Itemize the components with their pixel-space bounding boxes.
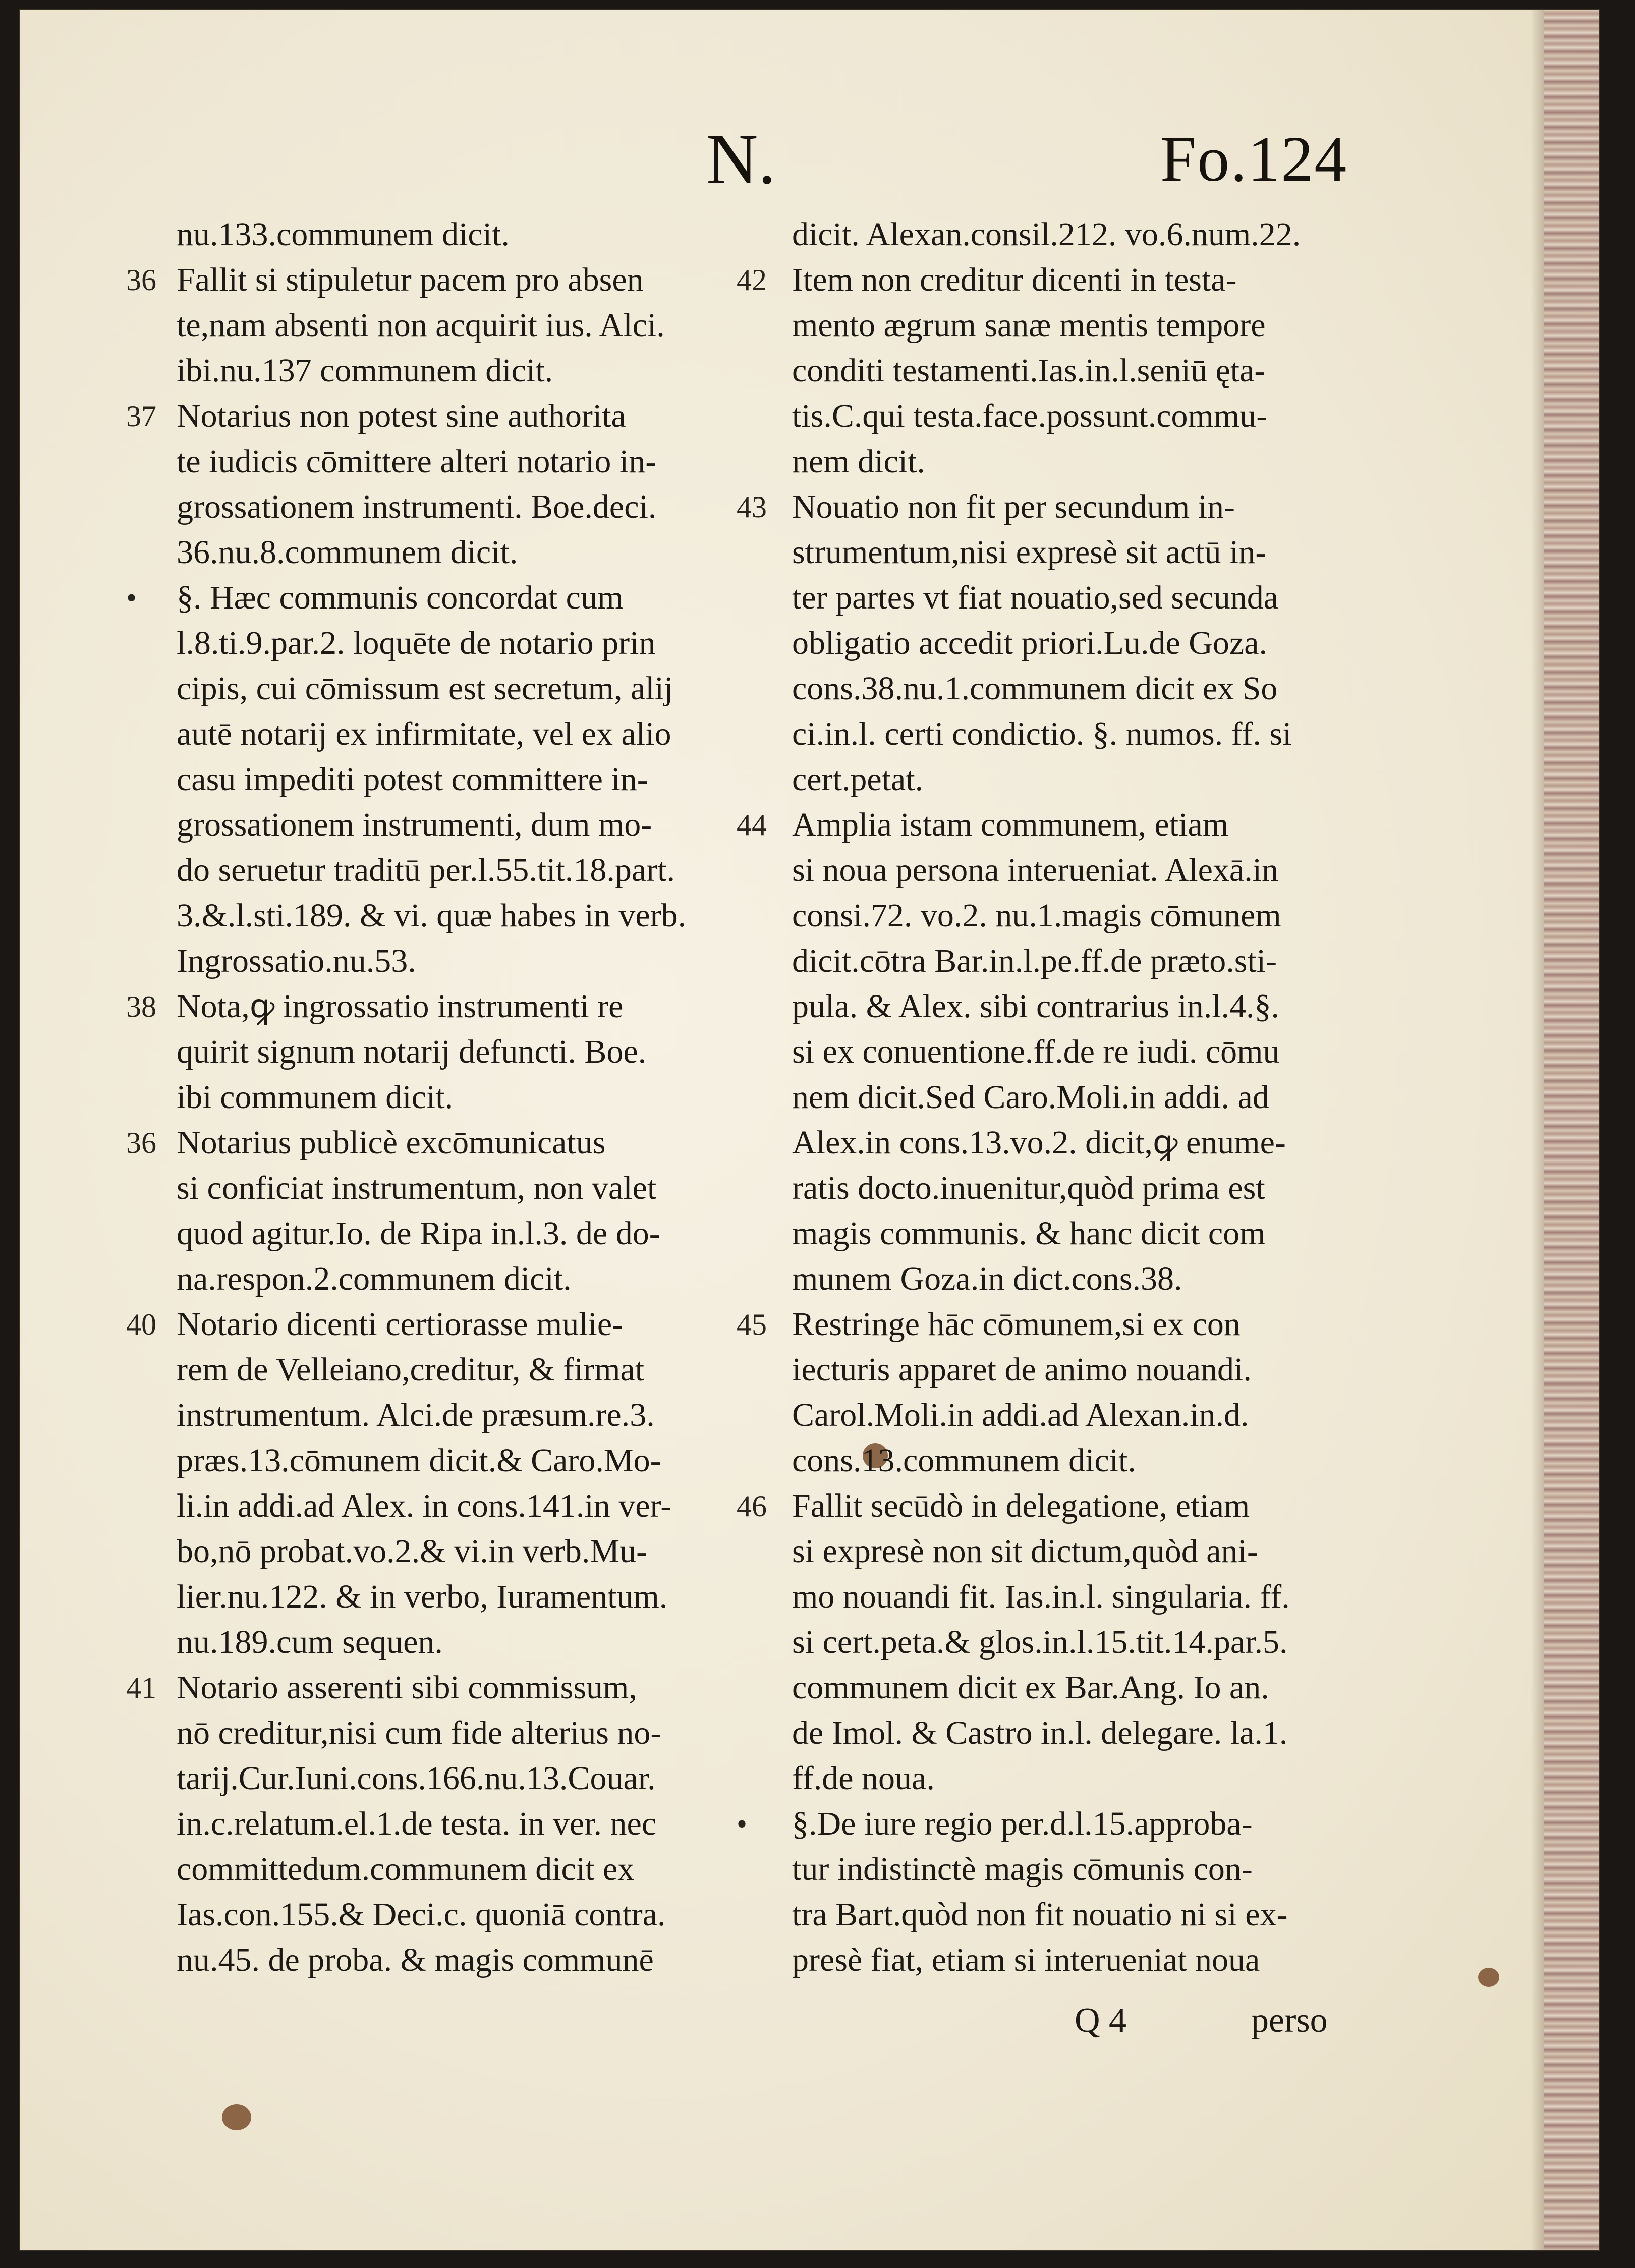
text-line <box>177 1029 757 1075</box>
text-line <box>177 757 757 802</box>
line-text: instrumentum. Alci.de præsum.re.3. <box>177 1397 655 1433</box>
line-text: pula. & Alex. sibi contrarius in.l.4.§. <box>792 988 1280 1025</box>
line-text: l.8.ti.9.par.2. loquēte de notario prin <box>177 625 656 661</box>
text-line <box>126 1302 757 1347</box>
line-text: grossationem instrumenti. Boe.deci. <box>177 488 657 525</box>
line-text: dicit.cōtra Bar.in.l.pe.ff.de præto.sti- <box>792 943 1277 979</box>
text-line <box>177 1620 757 1665</box>
page-footer <box>20 1998 1599 2043</box>
line-text: cons.38.nu.1.communem dicit ex So <box>792 670 1278 707</box>
text-line <box>792 1710 1372 1756</box>
page-header <box>20 119 1599 199</box>
line-text: præs.13.cōmunem dicit.& Caro.Mo- <box>177 1442 661 1479</box>
text-line <box>792 575 1372 621</box>
line-text: 3.&.l.sti.189. & vi. quæ habes in verb. <box>177 897 687 934</box>
paragraph-number: 37 <box>126 400 156 433</box>
line-text: grossationem instrumenti, dum mo- <box>177 806 652 843</box>
paragraph-number: 36 <box>126 263 156 297</box>
line-text: committedum.communem dicit ex <box>177 1851 635 1888</box>
line-text: magis communis. & hanc dicit com <box>792 1215 1266 1252</box>
line-text: nem dicit. <box>792 443 925 480</box>
line-text: na.respon.2.communem dicit. <box>177 1260 572 1297</box>
paragraph-number: • <box>126 581 137 615</box>
paragraph-number: 40 <box>126 1308 156 1341</box>
text-line <box>177 1483 757 1529</box>
right-column <box>737 212 1372 1983</box>
text-line <box>792 1166 1372 1211</box>
line-text: Nota,ꝙ ingrossatio instrumenti re <box>177 988 624 1025</box>
line-text: nem dicit.Sed Caro.Moli.in addi. ad <box>792 1079 1269 1116</box>
line-text: ibi.nu.137 communem dicit. <box>177 352 553 389</box>
text-line <box>177 212 757 257</box>
text-line <box>177 1347 757 1393</box>
line-text: 36.nu.8.communem dicit. <box>177 534 518 571</box>
line-text: mo nouandi fit. Ias.in.l. singularia. ff. <box>792 1578 1290 1615</box>
text-line <box>792 212 1372 257</box>
text-line <box>126 575 757 621</box>
text-line <box>792 984 1372 1029</box>
paragraph-number: 46 <box>737 1489 767 1523</box>
line-text: do seruetur traditū per.l.55.tit.18.part. <box>177 852 675 889</box>
line-text: si cert.peta.& glos.in.l.15.tit.14.par.5. <box>792 1624 1288 1661</box>
paragraph-number: 41 <box>126 1671 156 1704</box>
line-text: quod agitur.Io. de Ripa in.l.3. de do- <box>177 1215 660 1252</box>
text-line <box>177 1710 757 1756</box>
text-line <box>792 1256 1372 1302</box>
text-line <box>177 1438 757 1483</box>
text-line <box>792 1393 1372 1438</box>
paragraph-number: 45 <box>737 1308 767 1341</box>
line-text: si expresè non sit dictum,quòd ani- <box>792 1533 1258 1570</box>
page-edge-shadow <box>1531 10 1544 2250</box>
line-text: munem Goza.in dict.cons.38. <box>792 1260 1182 1297</box>
line-text: si noua persona interueniat. Alexā.in <box>792 852 1279 889</box>
line-text: presè fiat, etiam si interueniat noua <box>792 1942 1260 1978</box>
line-text: strumentum,nisi expresè sit actū in- <box>792 534 1267 571</box>
line-text: de Imol. & Castro in.l. delegare. la.1. <box>792 1714 1288 1751</box>
text-line <box>792 1665 1372 1710</box>
line-text: §. Hæc communis concordat cum <box>177 579 624 616</box>
text-line <box>126 257 757 303</box>
signature-mark: Q 4 <box>1075 2001 1127 2040</box>
text-line <box>792 757 1372 802</box>
text-line <box>177 1075 757 1120</box>
text-line <box>792 1029 1372 1075</box>
line-text: tis.C.qui testa.face.possunt.commu- <box>792 398 1268 434</box>
text-line <box>126 1120 757 1166</box>
line-text: Fallit si stipuletur pacem pro absen <box>177 261 644 298</box>
text-line <box>177 1166 757 1211</box>
line-text: communem dicit ex Bar.Ang. Io an. <box>792 1669 1269 1706</box>
line-text: bo,nō probat.vo.2.& vi.in verb.Mu- <box>177 1533 648 1570</box>
text-line <box>126 1665 757 1710</box>
line-text: nu.45. de proba. & magis communē <box>177 1942 654 1978</box>
text-line <box>177 1529 757 1574</box>
text-line <box>792 1756 1372 1801</box>
text-line <box>737 802 1372 848</box>
text-line <box>792 439 1372 484</box>
text-line <box>177 1938 757 1983</box>
line-text: dicit. Alexan.consil.212. vo.6.num.22. <box>792 216 1301 253</box>
text-line <box>792 1075 1372 1120</box>
text-line <box>792 938 1372 984</box>
line-text: lier.nu.122. & in verbo, Iuramentum. <box>177 1578 668 1615</box>
line-text: nu.189.cum sequen. <box>177 1624 443 1661</box>
text-line <box>737 1801 1372 1847</box>
text-line <box>792 711 1372 757</box>
line-text: conditi testamenti.Ias.in.l.seniū ęta- <box>792 352 1266 389</box>
line-text: nu.133.communem dicit. <box>177 216 510 253</box>
text-line <box>792 621 1372 666</box>
paragraph-number: • <box>737 1807 748 1841</box>
ink-stain <box>222 2104 251 2130</box>
line-text: ter partes vt fiat nouatio,sed secunda <box>792 579 1278 616</box>
paragraph-number: 43 <box>737 490 767 524</box>
ink-stain <box>1478 1968 1499 1987</box>
line-text: Ias.con.155.& Deci.c. quoniā contra. <box>177 1896 666 1933</box>
text-line <box>177 1892 757 1938</box>
text-line <box>177 303 757 348</box>
line-text: cons.13.communem dicit. <box>792 1442 1136 1479</box>
text-line <box>177 1756 757 1801</box>
book-page <box>20 10 1599 2250</box>
text-line <box>177 348 757 394</box>
line-text: Nouatio non fit per secundum in- <box>792 488 1235 525</box>
line-text: Notarius non potest sine authorita <box>177 398 626 434</box>
text-line <box>792 1847 1372 1892</box>
text-line <box>177 1847 757 1892</box>
text-line <box>792 1120 1372 1166</box>
text-line <box>792 1438 1372 1483</box>
line-text: ratis docto.inuenitur,quòd prima est <box>792 1170 1265 1206</box>
line-text: ci.in.l. certi condictio. §. numos. ff. si <box>792 715 1292 752</box>
text-line <box>177 1574 757 1620</box>
text-line <box>126 394 757 439</box>
page-edge <box>1544 10 1599 2250</box>
line-text: Notario dicenti certiorasse mulie- <box>177 1306 624 1343</box>
line-text: Restringe hāc cōmunem,si ex con <box>792 1306 1241 1343</box>
line-text: mento ægrum sanæ mentis tempore <box>792 307 1266 344</box>
line-text: li.in addi.ad Alex. in cons.141.in ver- <box>177 1487 672 1524</box>
line-text: Carol.Moli.in addi.ad Alexan.in.d. <box>792 1397 1249 1433</box>
text-line <box>126 984 757 1029</box>
paragraph-number: 42 <box>737 263 767 297</box>
text-line <box>792 348 1372 394</box>
line-text: quirit signum notarij defuncti. Boe. <box>177 1033 647 1070</box>
line-text: Ingrossatio.nu.53. <box>177 943 416 979</box>
line-text: rem de Velleiano,creditur, & firmat <box>177 1351 645 1388</box>
text-line <box>177 666 757 711</box>
line-text: in.c.relatum.el.1.de testa. in ver. nec <box>177 1805 657 1842</box>
line-text: te iudicis cōmittere alteri notario in- <box>177 443 657 480</box>
text-line <box>177 938 757 984</box>
text-line <box>177 1256 757 1302</box>
text-line <box>177 1801 757 1847</box>
line-text: te,nam absenti non acquirit ius. Alci. <box>177 307 665 344</box>
text-line <box>177 621 757 666</box>
text-line <box>792 893 1372 938</box>
line-text: si conficiat instrumentum, non valet <box>177 1170 657 1206</box>
text-line <box>792 1347 1372 1393</box>
line-text: casu impediti potest committere in- <box>177 761 648 798</box>
text-line <box>792 1529 1372 1574</box>
line-text: ibi communem dicit. <box>177 1079 454 1116</box>
line-text: cert.petat. <box>792 761 924 798</box>
text-line <box>737 257 1372 303</box>
section-letter: N. <box>706 119 776 199</box>
line-text: Item non creditur dicenti in testa- <box>792 261 1237 298</box>
line-text: tarij.Cur.Iuni.cons.166.nu.13.Couar. <box>177 1760 656 1797</box>
text-line <box>177 802 757 848</box>
line-text: Alex.in cons.13.vo.2. dicit,ꝙ enume- <box>792 1124 1286 1161</box>
line-text: obligatio accedit priori.Lu.de Goza. <box>792 625 1267 661</box>
text-line <box>792 1620 1372 1665</box>
folio-number: Fo.124 <box>1160 123 1348 195</box>
text-line <box>177 1211 757 1256</box>
line-text: Notarius publicè excōmunicatus <box>177 1124 606 1161</box>
text-line <box>177 893 757 938</box>
line-text: autē notarij ex infirmitate, vel ex alio <box>177 715 671 752</box>
line-text: tra Bart.quòd non fit nouatio ni si ex- <box>792 1896 1288 1933</box>
text-line <box>792 1211 1372 1256</box>
line-text: cipis, cui cōmissum est secretum, alij <box>177 670 673 707</box>
text-line <box>177 484 757 530</box>
text-line <box>737 1483 1372 1529</box>
text-line <box>792 394 1372 439</box>
text-line <box>792 303 1372 348</box>
paragraph-number: 44 <box>737 808 767 842</box>
text-line <box>177 530 757 575</box>
text-line <box>792 1892 1372 1938</box>
line-text: Fallit secūdò in delegatione, etiam <box>792 1487 1250 1524</box>
paragraph-number: 38 <box>126 990 156 1023</box>
text-line <box>792 530 1372 575</box>
line-text: Notario asserenti sibi commissum, <box>177 1669 637 1706</box>
text-line <box>792 1938 1372 1983</box>
text-line <box>737 1302 1372 1347</box>
left-column <box>126 212 757 1983</box>
text-line <box>177 1393 757 1438</box>
text-line <box>737 484 1372 530</box>
text-line <box>792 848 1372 893</box>
paragraph-number: 36 <box>126 1126 156 1159</box>
text-line <box>792 1574 1372 1620</box>
text-line <box>177 711 757 757</box>
line-text: ff.de noua. <box>792 1760 935 1797</box>
text-line <box>177 439 757 484</box>
line-text: tur indistinctè magis cōmunis con- <box>792 1851 1253 1888</box>
line-text: consi.72. vo.2. nu.1.magis cōmunem <box>792 897 1281 934</box>
catchword: perso <box>1251 2001 1328 2040</box>
line-text: iecturis apparet de animo nouandi. <box>792 1351 1252 1388</box>
line-text: si ex conuentione.ff.de re iudi. cōmu <box>792 1033 1280 1070</box>
line-text: Amplia istam communem, etiam <box>792 806 1229 843</box>
line-text: §.De iure regio per.d.l.15.approba- <box>792 1805 1253 1842</box>
text-line <box>792 666 1372 711</box>
text-line <box>177 848 757 893</box>
line-text: nō creditur,nisi cum fide alterius no- <box>177 1714 662 1751</box>
